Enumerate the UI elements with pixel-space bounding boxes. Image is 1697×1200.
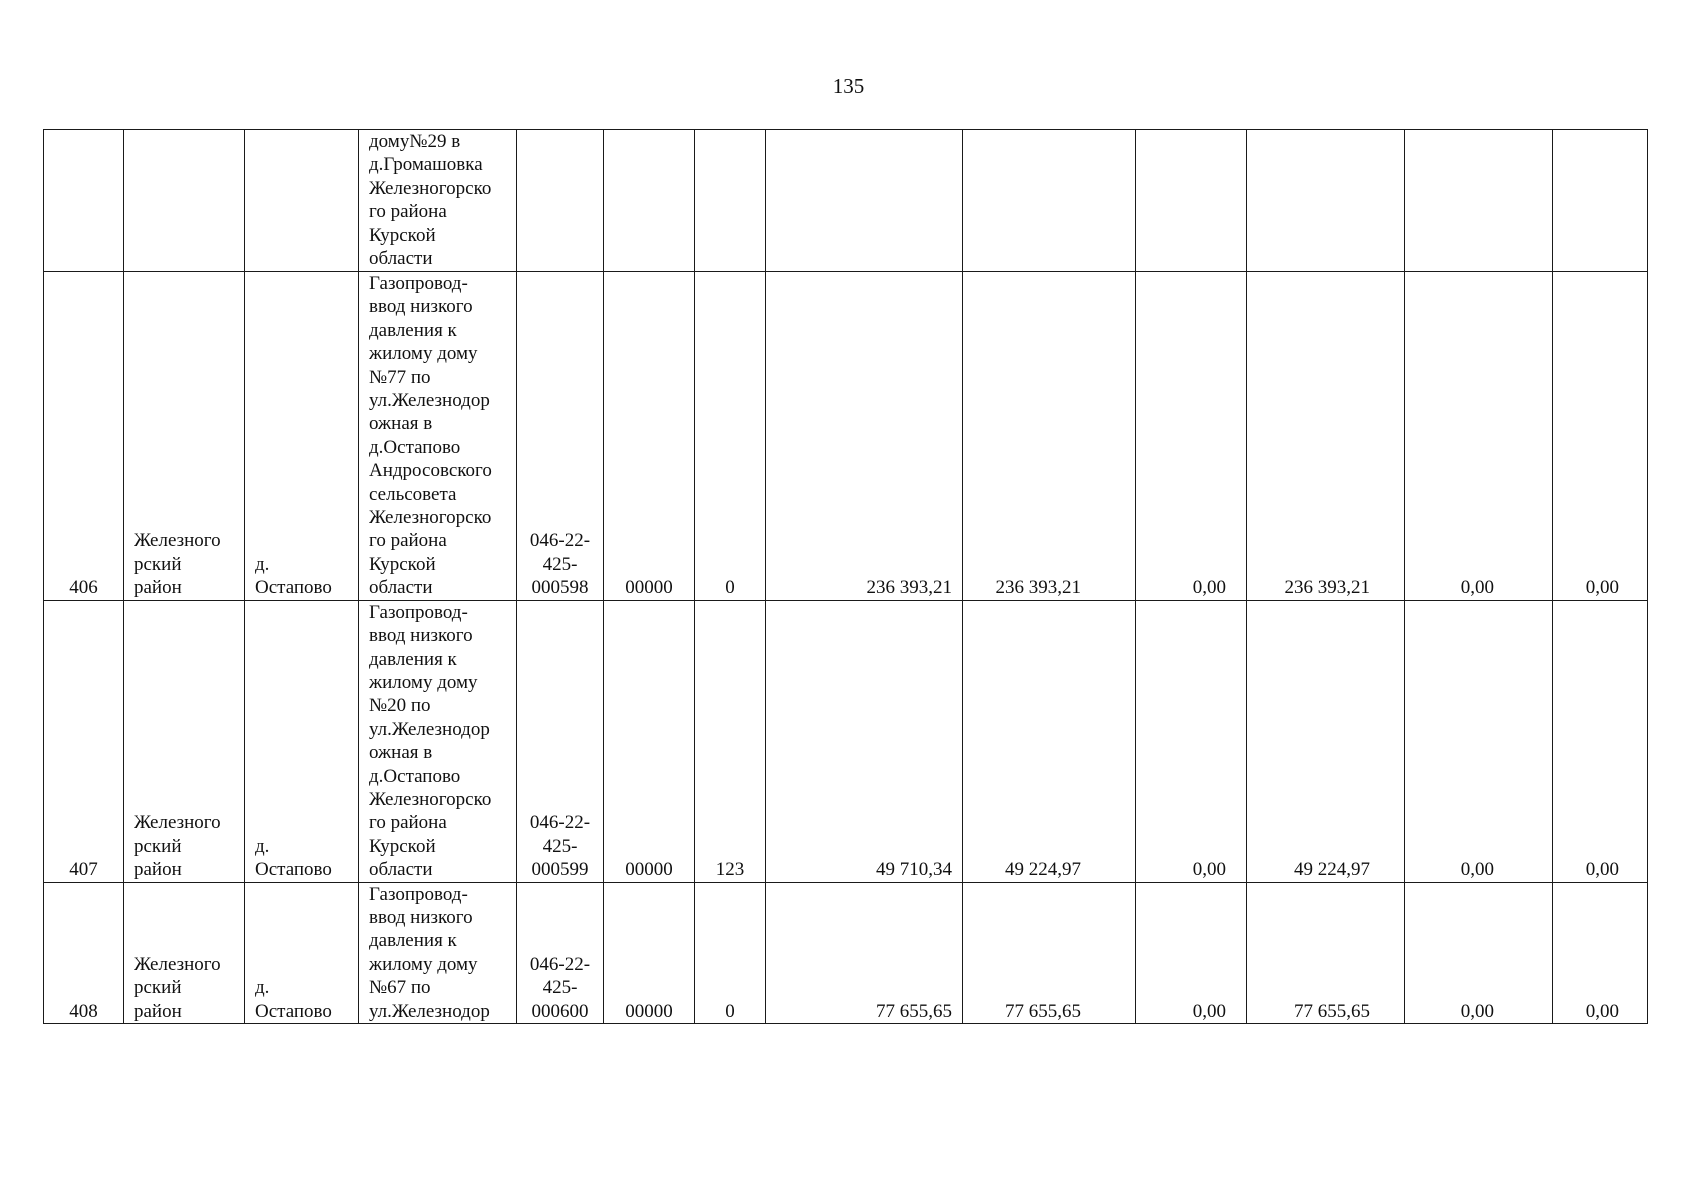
object-line: д.Остапово bbox=[369, 436, 461, 458]
object-line: д.Громашовка bbox=[369, 154, 483, 176]
village-line: д. bbox=[255, 977, 270, 999]
object-line: ожная в bbox=[369, 413, 433, 435]
cell-district bbox=[124, 600, 245, 882]
cell-v2 bbox=[963, 130, 1136, 272]
cell-v1: 77 655,65 bbox=[766, 882, 963, 1023]
object-line: области bbox=[369, 248, 433, 270]
object-line: ввод низкого bbox=[369, 906, 473, 928]
district-line: рский bbox=[134, 553, 182, 575]
village-line: д. bbox=[255, 553, 270, 575]
cell-num: 407 bbox=[44, 600, 124, 882]
object-line: №67 по bbox=[369, 977, 431, 999]
cell-object bbox=[359, 600, 517, 882]
cell-village bbox=[245, 882, 359, 1023]
cell-v1 bbox=[766, 130, 963, 272]
cell-v4: 49 224,97 bbox=[1247, 600, 1405, 882]
cell-v6: 0,00 bbox=[1553, 272, 1648, 601]
object-line: Железногорско bbox=[369, 788, 492, 810]
table-row bbox=[44, 882, 1648, 1023]
cell-village bbox=[245, 600, 359, 882]
object-line: жилому дому bbox=[369, 671, 478, 693]
object-line: ввод низкого bbox=[369, 625, 473, 647]
cell-v3: 0,00 bbox=[1136, 272, 1247, 601]
district-line: район bbox=[134, 1000, 182, 1022]
district-line: Железного bbox=[134, 812, 221, 834]
cell-v3 bbox=[1136, 130, 1247, 272]
object-line: давления к bbox=[369, 648, 457, 670]
object-line: Курской bbox=[369, 224, 436, 246]
object-line: жилому дому bbox=[369, 953, 478, 975]
object-line: №77 по bbox=[369, 366, 431, 388]
cell-district bbox=[124, 272, 245, 601]
cell-v4: 236 393,21 bbox=[1247, 272, 1405, 601]
village-line: Остапово bbox=[255, 859, 332, 881]
object-line: Газопровод- bbox=[369, 273, 468, 294]
object-line: ул.Железнодор bbox=[369, 390, 490, 412]
object-line: №20 по bbox=[369, 695, 431, 717]
cell-district bbox=[124, 130, 245, 272]
cell-object bbox=[359, 272, 517, 601]
code-line: 046-22- bbox=[529, 530, 591, 552]
object-line: давления к bbox=[369, 930, 457, 952]
object-line: го района bbox=[369, 201, 447, 223]
cell-v6: 0,00 bbox=[1553, 882, 1648, 1023]
object-line: области bbox=[369, 859, 433, 881]
cell-num bbox=[44, 130, 124, 272]
object-line: Курской bbox=[369, 835, 436, 857]
cell-col7: 0 bbox=[695, 882, 766, 1023]
cell-v3: 0,00 bbox=[1136, 882, 1247, 1023]
cell-v1: 49 710,34 bbox=[766, 600, 963, 882]
cell-col7: 0 bbox=[695, 272, 766, 601]
object-line: ожная в bbox=[369, 742, 433, 764]
cell-col6 bbox=[604, 130, 695, 272]
code-line: 000598 bbox=[531, 577, 589, 599]
cell-v6: 0,00 bbox=[1553, 600, 1648, 882]
object-line: Газопровод- bbox=[369, 883, 468, 905]
object-line: Курской bbox=[369, 553, 436, 575]
object-line: Железногорско bbox=[369, 507, 492, 529]
cell-col7: 123 bbox=[695, 600, 766, 882]
object-line: ввод низкого bbox=[369, 296, 473, 318]
object-line: давления к bbox=[369, 319, 457, 341]
code-line: 000600 bbox=[531, 1000, 589, 1022]
table-row-continuation bbox=[44, 130, 1648, 272]
cell-v2: 49 224,97 bbox=[963, 600, 1136, 882]
object-line: сельсовета bbox=[369, 483, 457, 505]
cell-code bbox=[517, 130, 604, 272]
district-line: Железного bbox=[134, 530, 221, 552]
cell-num: 408 bbox=[44, 882, 124, 1023]
cell-object bbox=[359, 130, 517, 272]
object-line: д.Остапово bbox=[369, 765, 461, 787]
code-line: 425- bbox=[542, 553, 578, 575]
cell-code bbox=[517, 600, 604, 882]
cell-v4 bbox=[1247, 130, 1405, 272]
code-line: 000599 bbox=[531, 859, 589, 881]
code-line: 046-22- bbox=[529, 812, 591, 834]
object-line: го района bbox=[369, 530, 447, 552]
cell-v4: 77 655,65 bbox=[1247, 882, 1405, 1023]
cell-v6 bbox=[1553, 130, 1648, 272]
object-line: дому№29 в bbox=[369, 131, 461, 152]
cell-v3: 0,00 bbox=[1136, 600, 1247, 882]
table-row bbox=[44, 272, 1648, 601]
object-line: го района bbox=[369, 812, 447, 834]
code-line: 425- bbox=[542, 977, 578, 999]
registry-table bbox=[43, 129, 1648, 1024]
district-line: рский bbox=[134, 977, 182, 999]
village-line: д. bbox=[255, 835, 270, 857]
cell-num: 406 bbox=[44, 272, 124, 601]
object-line: Железногорско bbox=[369, 177, 492, 199]
cell-col7 bbox=[695, 130, 766, 272]
code-line: 425- bbox=[542, 835, 578, 857]
object-line: ул.Железнодор bbox=[369, 1000, 490, 1022]
cell-col6: 00000 bbox=[604, 600, 695, 882]
cell-v1: 236 393,21 bbox=[766, 272, 963, 601]
cell-village bbox=[245, 272, 359, 601]
cell-col6: 00000 bbox=[604, 272, 695, 601]
code-line: 046-22- bbox=[529, 953, 591, 975]
object-line: Андросовского bbox=[369, 460, 492, 482]
cell-v5: 0,00 bbox=[1405, 600, 1553, 882]
cell-v2: 77 655,65 bbox=[963, 882, 1136, 1023]
cell-code bbox=[517, 882, 604, 1023]
cell-code bbox=[517, 272, 604, 601]
cell-col6: 00000 bbox=[604, 882, 695, 1023]
village-line: Остапово bbox=[255, 1000, 332, 1022]
district-line: район bbox=[134, 577, 182, 599]
district-line: Железного bbox=[134, 953, 221, 975]
page-number: 135 bbox=[832, 74, 865, 98]
cell-v5 bbox=[1405, 130, 1553, 272]
district-line: рский bbox=[134, 835, 182, 857]
object-line: жилому дому bbox=[369, 343, 478, 365]
object-line: области bbox=[369, 577, 433, 599]
object-line: ул.Железнодор bbox=[369, 718, 490, 740]
cell-object bbox=[359, 882, 517, 1023]
cell-v2: 236 393,21 bbox=[963, 272, 1136, 601]
object-line: Газопровод- bbox=[369, 601, 468, 623]
cell-v5: 0,00 bbox=[1405, 272, 1553, 601]
cell-district bbox=[124, 882, 245, 1023]
district-line: район bbox=[134, 859, 182, 881]
table-row bbox=[44, 600, 1648, 882]
cell-v5: 0,00 bbox=[1405, 882, 1553, 1023]
cell-village bbox=[245, 130, 359, 272]
village-line: Остапово bbox=[255, 577, 332, 599]
